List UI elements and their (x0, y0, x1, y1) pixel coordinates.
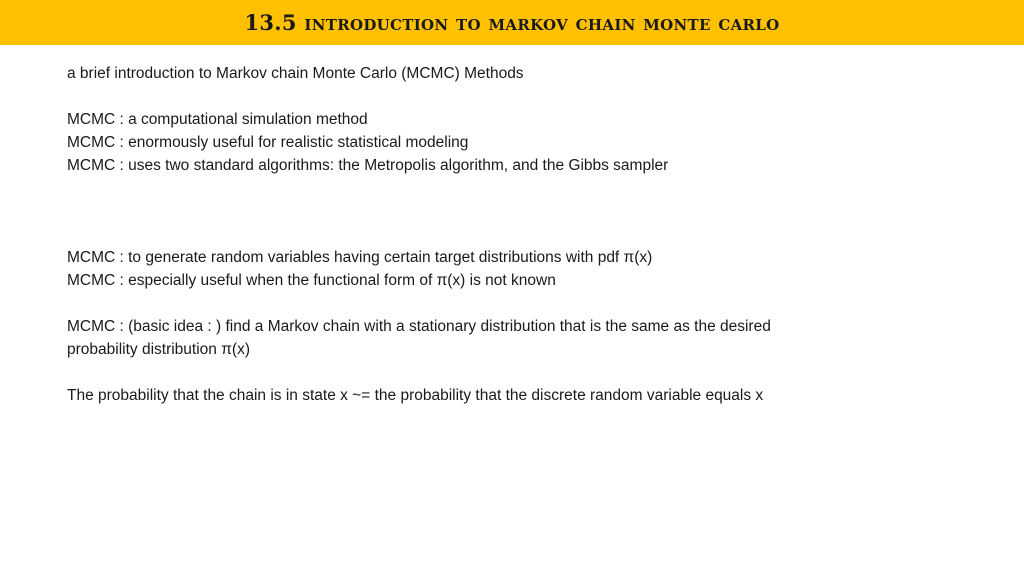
mcmc-point-4: MCMC : to generate random variables having certain target distributions with pdf π(x) (67, 249, 653, 266)
basic-idea-line-1: MCMC : (basic idea : ) find a Markov chain with a stationary distribution that is the same as the desired (67, 318, 771, 335)
mcmc-point-3: MCMC : uses two standard algorithms: the Metropolis algorithm, and the Gibbs sampler (67, 157, 669, 174)
mcmc-point-2: MCMC : enormously useful for realistic statistical modeling (67, 134, 469, 151)
mcmc-point-1: MCMC : a computational simulation method (67, 111, 368, 128)
mcmc-point-5: MCMC : especially useful when the functional form of π(x) is not known (67, 272, 556, 289)
basic-idea-line-2: probability distribution π(x) (67, 341, 250, 358)
intro-line: a brief introduction to Markov chain Monte Carlo (MCMC) Methods (67, 65, 524, 82)
closing-statement: The probability that the chain is in state x ~= the probability that the discrete random variable equals x (67, 387, 764, 404)
title-bar (0, 0, 1024, 45)
slide-body (67, 62, 967, 407)
slide-title: 13.5 introduction to markov chain monte carlo (244, 10, 780, 35)
